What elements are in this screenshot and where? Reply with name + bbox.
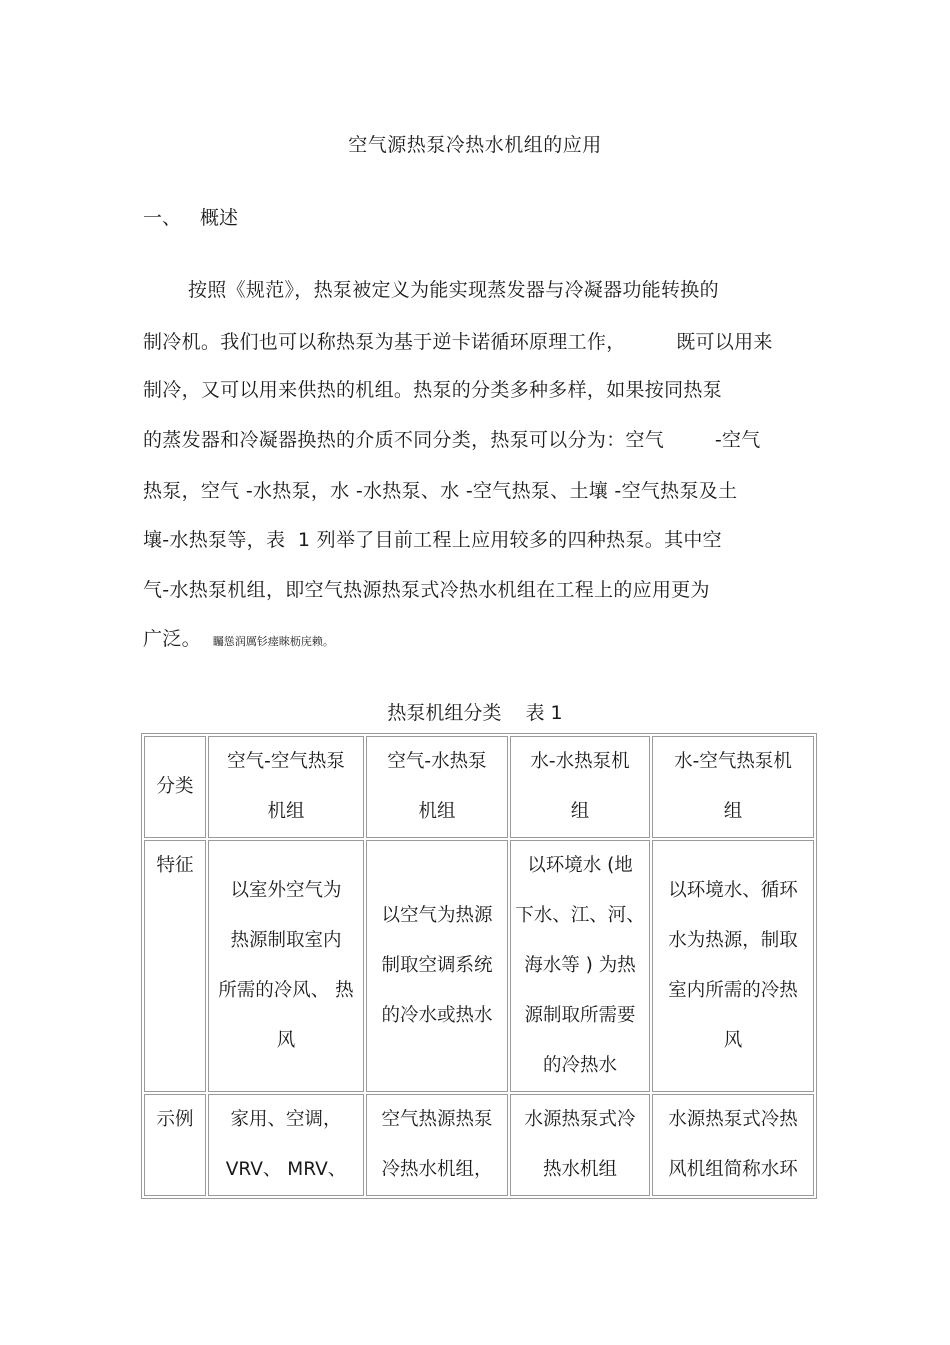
cell-line: 机组 [418,801,456,822]
section-number: 一、 [143,207,182,229]
table-cell [208,736,364,838]
row-label-category: 分类 [144,736,206,838]
table-cell [366,1094,508,1196]
cell-line: 的冷水或热水 [381,1005,493,1026]
row-label-example: 示例 [144,1094,206,1196]
cell-line: 空气热源热泵 [381,1109,493,1130]
paragraph-line: 按照《规范》，热泵被定义为能实现蒸发器与冷凝器功能转换的 [188,279,719,301]
paragraph-line: 热泵，空气 -水热泵，水 -水热泵、水 -空气热泵、土壤 -空气热泵及土 [143,480,738,502]
section-heading [143,203,238,230]
cell-line: 机组 [267,801,305,822]
paragraph-line: 气-水热泵机组，即空气热源热泵式冷热水机组在工程上的应用更为 [143,579,710,601]
cell-line: 冷热水机组， [381,1159,493,1180]
row-label-feature: 特征 [144,840,206,1092]
table-cell [510,736,650,838]
paragraph-line-text: 广泛。 [143,628,201,650]
paragraph-line: 壤-水热泵等，表 1 列举了目前工程上应用较多的四种热泵。其中空 [143,529,722,551]
table-cell [652,840,814,1092]
garbled-text: 矚慫润厲钐瘗睞枥庑赖。 [212,635,334,648]
cell-line: 风机组简称水环 [668,1159,798,1180]
paragraph-line [143,624,334,651]
table-row [144,1094,814,1196]
cell-line: 所需的冷风、 热 [218,980,354,1001]
paragraph-line: 的蒸发器和冷凝器换热的介质不同分类，热泵可以分为：空气 -空气 [143,429,761,451]
paragraph-line: 制冷机。我们也可以称热泵为基于逆卡诺循环原理工作， 既可以用来 [143,331,773,353]
table-row [144,840,814,1092]
section-heading-text: 概述 [200,207,239,229]
cell-line: 风 [276,1030,296,1051]
table-cell [366,736,508,838]
cell-line: 室内所需的冷热 [668,980,798,1001]
table-cell [652,1094,814,1196]
cell-line: 下水、江、河、 [515,905,645,926]
cell-line: 水-水热泵机 [530,751,630,772]
cell-line: 风 [723,1030,743,1051]
cell-line: 组 [723,801,743,822]
table-cell [208,1094,364,1196]
cell-line: 家用、空调， [230,1109,342,1130]
cell-line: 制取空调系统 [381,955,493,976]
cell-line: 海水等 ) 为热 [524,955,636,976]
heat-pump-table [141,733,817,1199]
cell-line: 组 [570,801,590,822]
cell-line: VRV、 MRV、 [225,1159,347,1180]
cell-line: 热源制取室内 [230,930,342,951]
cell-line: 热水机组 [542,1159,617,1180]
cell-line: 以室外空气为 [230,880,342,901]
paragraph-line: 制冷，又可以用来供热的机组。热泵的分类多种多样，如果按同热泵 [143,379,723,401]
cell-line: 以环境水、循环 [668,880,798,901]
table-cell [208,840,364,1092]
cell-line: 以空气为热源 [381,905,493,926]
cell-line: 水-空气热泵机 [674,751,792,772]
cell-line: 源制取所需要 [524,1005,636,1026]
cell-line: 以环境水 (地 [527,855,633,876]
cell-line: 水源热泵式冷 [524,1109,636,1130]
table-cell [366,840,508,1092]
cell-line: 空气-水热泵 [387,751,487,772]
table-cell [510,1094,650,1196]
page-title: 空气源热泵冷热水机组的应用 [348,134,602,156]
cell-line: 的冷热水 [542,1055,617,1076]
table-row [144,736,814,838]
table-caption: 热泵机组分类 表 1 [387,702,563,724]
table-cell [652,736,814,838]
cell-line: 水源热泵式冷热 [668,1109,798,1130]
cell-line: 空气-空气热泵 [227,751,345,772]
table-cell [510,840,650,1092]
cell-line: 水为热源，制取 [668,930,798,951]
